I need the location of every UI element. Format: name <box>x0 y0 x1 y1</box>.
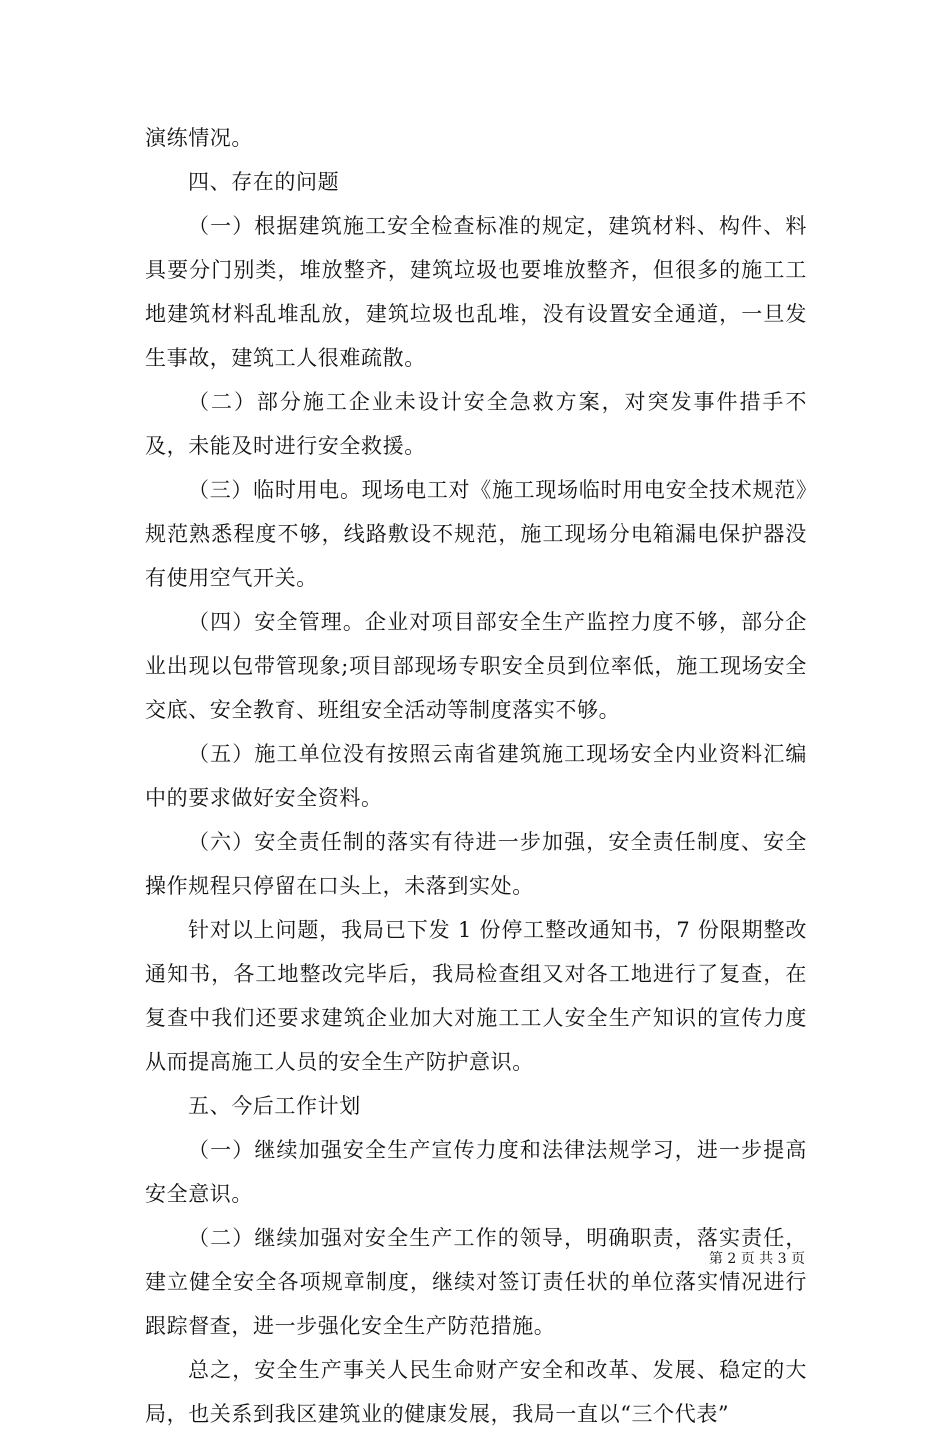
problem-item-3: （三）临时用电。现场电工对《施工现场临时用电安全技术规范》规范熟悉程度不够，线路敷设不规范，施工现场分电箱漏电保护器没有使用空气开关。 <box>145 478 807 590</box>
page-number: 第 2 页 共 3 页 <box>708 1251 805 1267</box>
plan-item-1: （一）继续加强安全生产宣传力度和法律法规学习，进一步提高安全意识。 <box>145 1138 807 1206</box>
summary-paragraph: 总之，安全生产事关人民生命财产安全和改革、发展、稳定的大局，也关系到我区建筑业的健康发展，我局一直以“三个代表” <box>145 1358 807 1426</box>
problem-item-1: （一）根据建筑施工安全检查标准的规定，建筑材料、构件、料具要分门别类，堆放整齐，建筑垃圾也要堆放整齐，但很多的施工工地建筑材料乱堆乱放，建筑垃圾也乱堆，没有设置安全通道，一旦发生事故，建筑工人很难疏散。 <box>145 214 807 370</box>
section-heading-plan: 五、今后工作计划 <box>188 1094 361 1118</box>
paragraph-continuation: 演练情况。 <box>145 126 253 150</box>
problem-item-5: （五）施工单位没有按照云南省建筑施工现场安全内业资料汇编中的要求做好安全资料。 <box>145 742 807 810</box>
rectification-paragraph: 针对以上问题，我局已下发 1 份停工整改通知书，7 份限期整改通知书，各工地整改完毕后，我局检查组又对各工地进行了复查，在复查中我们还要求建筑企业加大对施工工人安全生产知识的宣传力度从而提高施工人员的安全生产防护意识。 <box>145 918 807 1074</box>
problem-item-2: （二）部分施工企业未设计安全急救方案，对突发事件措手不及，未能及时进行安全救援。 <box>145 390 807 458</box>
problem-item-4: （四）安全管理。企业对项目部安全生产监控力度不够，部分企业出现以包带管现象;项目部现场专职安全员到位率低，施工现场安全交底、安全教育、班组安全活动等制度落实不够。 <box>145 610 807 722</box>
plan-item-2: （二）继续加强对安全生产工作的领导，明确职责，落实责任，建立健全安全各项规章制度，继续对签订责任状的单位落实情况进行跟踪督查，进一步强化安全生产防范措施。 <box>145 1226 807 1338</box>
document-body <box>145 116 807 1436</box>
problem-item-6: （六）安全责任制的落实有待进一步加强，安全责任制度、安全操作规程只停留在口头上，未落到实处。 <box>145 830 807 898</box>
section-heading-problems: 四、存在的问题 <box>188 170 340 194</box>
